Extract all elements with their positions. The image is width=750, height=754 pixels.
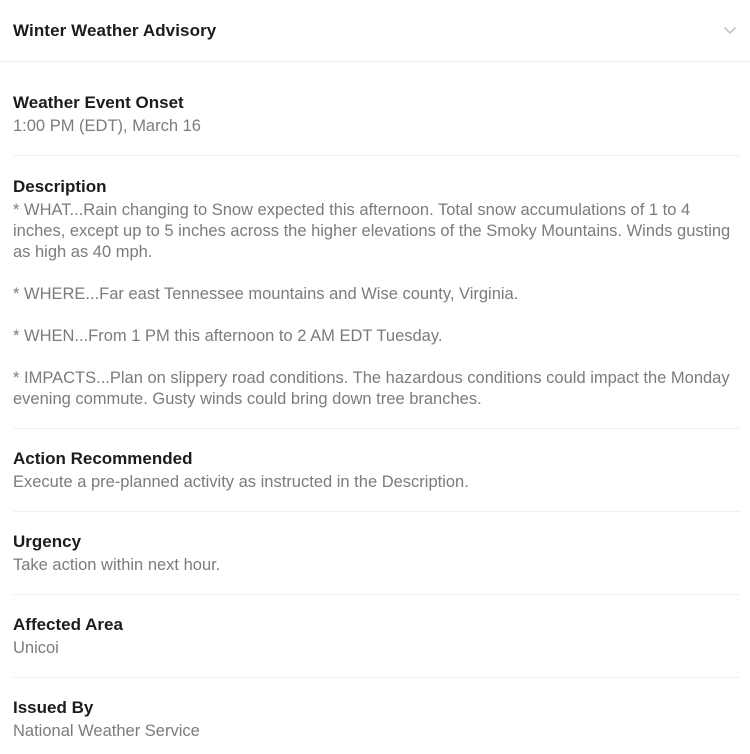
description-paragraph-when: * WHEN...From 1 PM this afternoon to 2 AM EDT Tuesday. <box>13 327 443 345</box>
divider <box>13 155 740 156</box>
action-value: Execute a pre-planned activity as instructed in the Description. <box>13 473 469 491</box>
issued-by-section <box>0 697 750 742</box>
issued-by-value: National Weather Service <box>13 722 200 740</box>
description-title: Description <box>13 177 107 196</box>
urgency-title: Urgency <box>13 532 82 551</box>
chevron-down-icon[interactable] <box>722 22 738 38</box>
description-paragraph-impacts: * IMPACTS...Plan on slippery road conditions. The hazardous conditions could impact the Monday evening commute. Gusty winds could bring down tree branches. <box>13 369 730 408</box>
advisory-header[interactable] <box>0 0 750 62</box>
divider <box>13 511 740 512</box>
urgency-section <box>0 531 750 576</box>
divider <box>13 428 740 429</box>
action-title: Action Recommended <box>13 449 193 468</box>
action-section <box>0 448 750 493</box>
divider <box>13 677 740 678</box>
onset-title: Weather Event Onset <box>13 93 184 112</box>
description-paragraph-where: * WHERE...Far east Tennessee mountains and Wise county, Virginia. <box>13 285 519 303</box>
urgency-value: Take action within next hour. <box>13 556 221 574</box>
affected-area-section <box>0 614 750 659</box>
onset-value: 1:00 PM (EDT), March 16 <box>13 117 201 135</box>
description-section <box>0 176 750 410</box>
description-body <box>13 200 737 410</box>
issued-by-title: Issued By <box>13 698 94 717</box>
affected-area-title: Affected Area <box>13 615 123 634</box>
onset-section <box>0 92 750 137</box>
divider <box>13 594 740 595</box>
description-paragraph-what: * WHAT...Rain changing to Snow expected this afternoon. Total snow accumulations of 1 to 4 inches, except up to 5 inches across the higher elevations of the Smoky Mountains. Winds gusting as high as 40 mph. <box>13 201 731 261</box>
advisory-title: Winter Weather Advisory <box>13 20 217 40</box>
affected-area-value: Unicoi <box>13 639 59 657</box>
